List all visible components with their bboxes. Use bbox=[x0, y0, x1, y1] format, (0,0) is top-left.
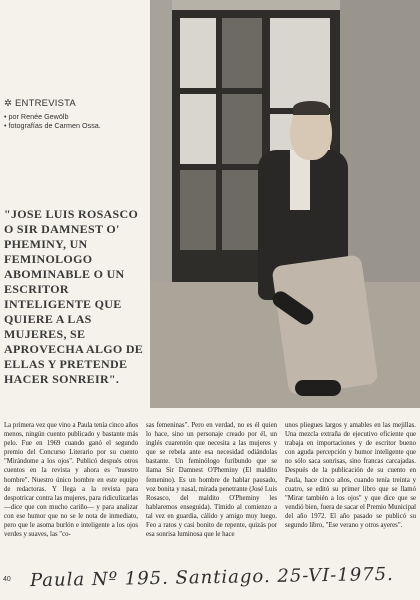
shoe bbox=[295, 380, 341, 396]
article-body bbox=[4, 421, 416, 539]
man-legs bbox=[271, 254, 378, 395]
pull-quote: "JOSE LUIS ROSASCO O SIR DAMNEST O' PHEMINY, UN FEMINOLOGO ABOMINABLE O UN ESCRITOR INTELIGENTE QUE QUIERE A LAS MUJERES, SE APROVECHA ALGO DE ELLAS Y PRETENDE HACER SONREIR". bbox=[4, 207, 144, 386]
kicker-label: ENTREVISTA bbox=[15, 98, 76, 109]
photo-credit: • fotografías de Carmen Ossa. bbox=[4, 121, 101, 130]
section-kicker bbox=[4, 98, 76, 109]
flower-ornament-icon: ✲ bbox=[4, 98, 13, 109]
column-1: La primera vez que vino a Paula tenía cinco años menos, ningún cuento publicado y bastante más pelo. Fue en 1969 cuando ganó el segundo premio del Concurso Literario por su cuento "Mirándome a los ojos". Publicó después otros cuentos en la revista y ahora es "nuestro hombre". Nuestro único hombre en este equipo de redactoras. Y llega a la revista para despotricar contra las mujeres, para ridiculizarlas —dice que con mucho cariño— y para analizar con ese humor que no se le nota de inmediato, pero que le asoma burlón e inteligente a los ojos verdes y suaves, las "co- bbox=[4, 422, 138, 539]
credits bbox=[4, 112, 101, 130]
page-number: 40 bbox=[3, 576, 11, 583]
handwritten-source-note: Paula Nº 195. Santiago. 25-VI-1975. bbox=[29, 563, 394, 592]
column-3: unos pliegues largos y amables en las mejillas. Una mezcla extraña de ejecutivo eficiente que trabaja en importaciones y de escritor bueno con aguda percepción y humor inteligente que no sólo saca sonrisas, sino francas carcajadas. Después de la publicación de su cuento en Paula, hace cinco años, cuando tenía treinta y cuatro, se editó su primer libro que se llamó "Mirar también a los ojos" y que dice que se vendió bien, fuera de sacar el Premio Municipal del año 1972. El año pasado se publicó su segundo libro, "Ese verano y otros ayeres". bbox=[285, 422, 416, 530]
column-2: sas femeninas". Pero en verdad, no es él quien lo hace, sino un personaje creado por él, un inglés cuarentón que necesita a las mujeres y que se rebela ante esa necesidad odiándolas bastante. Un feminólogo furibundo que se llama Sir Damnest O'Pheminy (El maldito femenino). Es un hombre de hablar pausado, voz bonita y nasal, mirada penetrante (José Luis Rosasco, del maldito O'Pheminy les hablaremos enseguida). Tímido al comienzo a tal vez en guardia, cálido y amigo muy luego. Feo a ratos y casi bonito de repente, quizás por esa sonrisa luminosa que le hace bbox=[146, 422, 277, 539]
article-photo bbox=[150, 0, 420, 408]
man-hair bbox=[293, 101, 329, 115]
author-credit: • por Renée Gewölb bbox=[4, 112, 69, 121]
